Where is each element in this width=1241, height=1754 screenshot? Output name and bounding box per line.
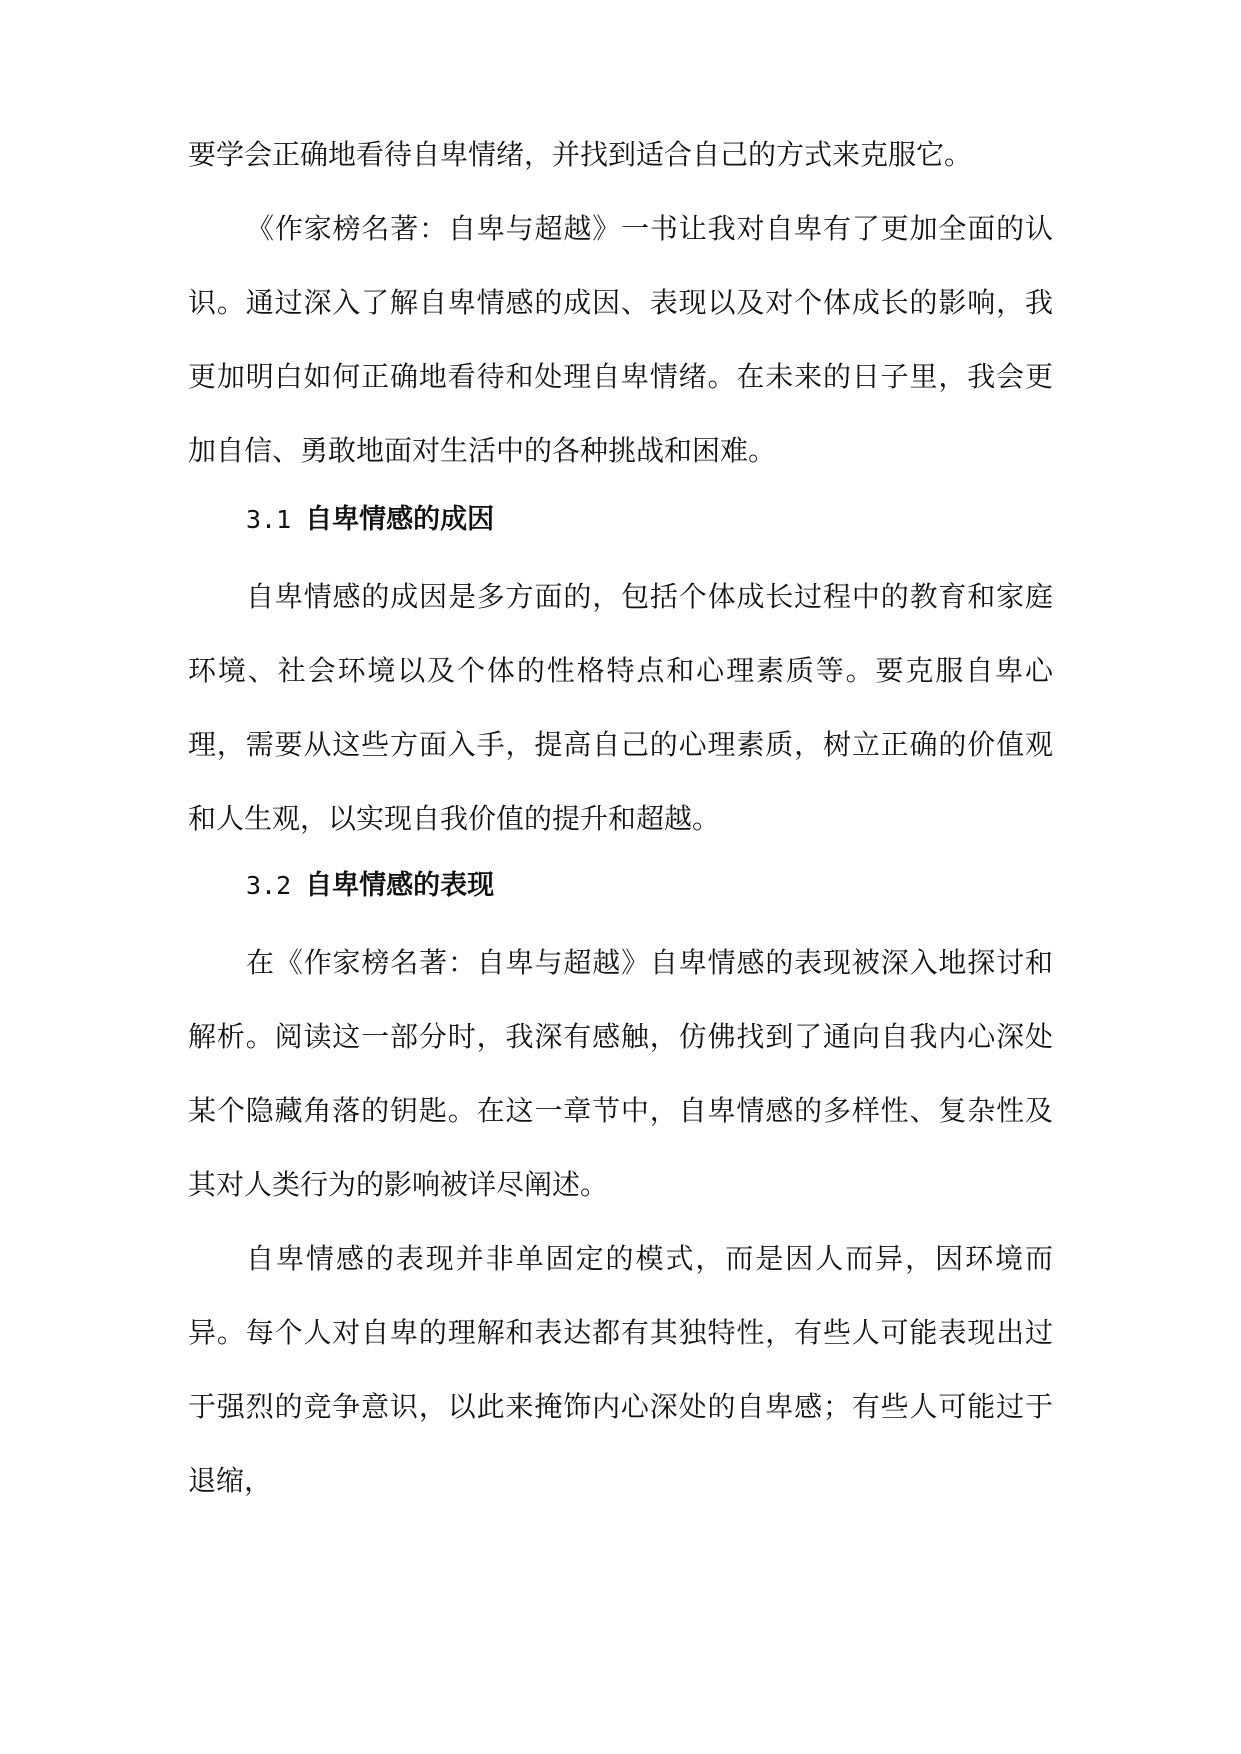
paragraph-book-summary: 《作家榜名著：自卑与超越》一书让我对自卑有了更加全面的认识。通过深入了解自卑情感的成因、表现以及对个体成长的影响，我更加明白如何正确地看待和处理自卑情绪。在未来的日子里，我会更加自信、勇敢地面对生活中的各种挑战和困难。: [188, 212, 1053, 467]
section-heading-3-1: [246, 500, 494, 540]
paragraph-continuation: 要学会正确地看待自卑情绪，并找到适合自己的方式来克服它。: [188, 138, 973, 171]
paragraph-causes: 自卑情感的成因是多方面的，包括个体成长过程中的教育和家庭环境、社会环境以及个体的性格特点和心理素质等。要克服自卑心理，需要从这些方面入手，提高自己的心理素质，树立正确的价值观和人生观，以实现自我价值的提升和超越。: [188, 580, 1053, 835]
section-title: 自卑情感的成因: [305, 504, 495, 535]
section-title: 自卑情感的表现: [305, 870, 495, 901]
section-number: 3.2: [246, 871, 292, 900]
paragraph-diversity: 自卑情感的表现并非单固定的模式，而是因人而异，因环境而异。每个人对自卑的理解和表达都有其独特性，有些人可能表现出过于强烈的竞争意识，以此来掩饰内心深处的自卑感；有些人可能过于退缩，: [188, 1242, 1053, 1497]
section-heading-3-2: [246, 866, 494, 906]
section-number: 3.1: [246, 505, 292, 534]
paragraph-manifestations: 在《作家榜名著：自卑与超越》自卑情感的表现被深入地探讨和解析。阅读这一部分时，我深有感触，仿佛找到了通向自我内心深处某个隐藏角落的钥匙。在这一章节中，自卑情感的多样性、复杂性及其对人类行为的影响被详尽阐述。: [188, 946, 1053, 1201]
